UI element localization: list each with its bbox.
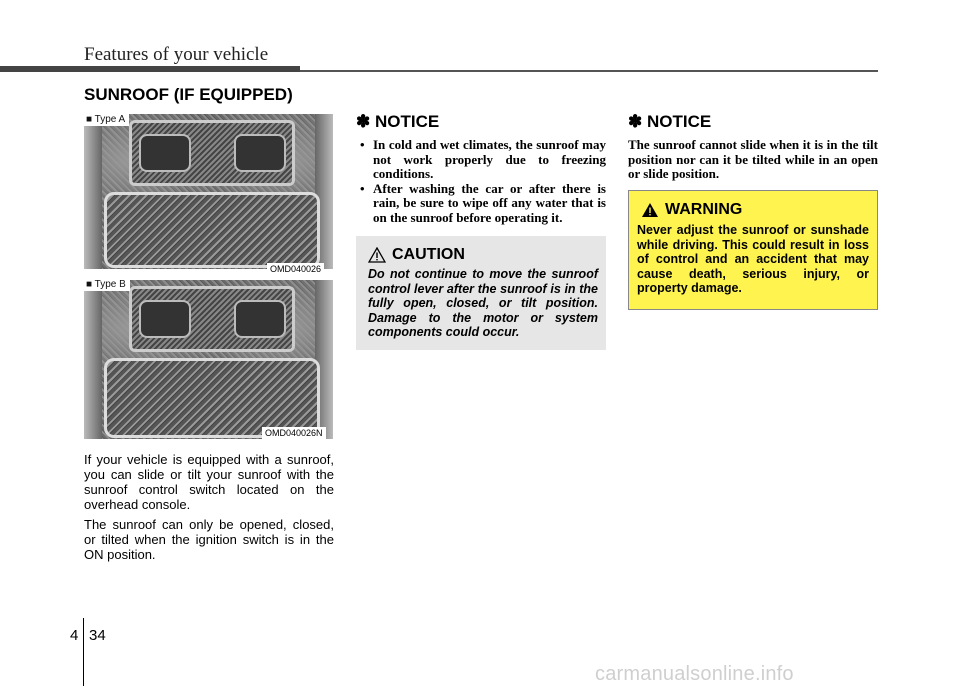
figure-b-type-label: ■ Type B bbox=[84, 278, 130, 291]
footer-page-number: 34 bbox=[89, 627, 106, 644]
header-rule-thin bbox=[300, 70, 878, 72]
warning-triangle-icon bbox=[641, 202, 659, 218]
figure-b-code: OMD040026N bbox=[262, 427, 326, 439]
caution-text: Do not continue to move the sunroof control lever after the sunroof is in the fully open, closed, or tilt position. Damage to the motor or system components could occur. bbox=[368, 267, 598, 339]
notice-1-item: • After washing the car or after there is rain, be sure to wipe off any water that is on the sunroof before operating it. bbox=[356, 182, 606, 226]
figure-a-code: OMD040026 bbox=[267, 263, 324, 275]
footer-divider bbox=[83, 618, 84, 686]
warning-box bbox=[628, 190, 878, 310]
warning-text: Never adjust the sunroof or sunshade while driving. This could result in loss of control and an accident that may cause death, serious injury, or property damage. bbox=[637, 223, 869, 295]
notice-1-list bbox=[356, 138, 606, 225]
warning-title: WARNING bbox=[665, 201, 743, 218]
warning-header bbox=[641, 201, 742, 219]
caution-box bbox=[356, 236, 606, 350]
figure-b-photo bbox=[84, 280, 333, 439]
footer-chapter-number: 4 bbox=[70, 627, 79, 644]
notice-2-title: ✽ NOTICE bbox=[628, 112, 712, 131]
body-paragraph-2: The sunroof can only be opened, closed, or tilted when the ignition switch is in the ON position. bbox=[84, 517, 334, 562]
figure-a-photo bbox=[84, 114, 333, 269]
page-header-title: Features of your vehicle bbox=[84, 44, 269, 65]
section-title: SUNROOF (IF EQUIPPED) bbox=[84, 85, 293, 104]
header-rule-thick bbox=[0, 66, 300, 72]
notice-1-title: ✽ NOTICE bbox=[356, 112, 440, 131]
figure-a-type-label: ■ Type A bbox=[84, 113, 129, 126]
caution-title: CAUTION bbox=[392, 246, 465, 263]
caution-triangle-icon bbox=[368, 247, 386, 263]
notice-2-text: The sunroof cannot slide when it is in the tilt position nor can it be tilted while in an open or slide position. bbox=[628, 137, 878, 181]
watermark: carmanualsonline.info bbox=[595, 663, 794, 685]
caution-header bbox=[368, 246, 465, 264]
notice-1-item: • In cold and wet climates, the sunroof may not work properly due to freezing conditions. bbox=[356, 138, 606, 182]
body-paragraph-1: If your vehicle is equipped with a sunroof, you can slide or tilt your sunroof with the sunroof control switch located on the overhead console. bbox=[84, 452, 334, 512]
